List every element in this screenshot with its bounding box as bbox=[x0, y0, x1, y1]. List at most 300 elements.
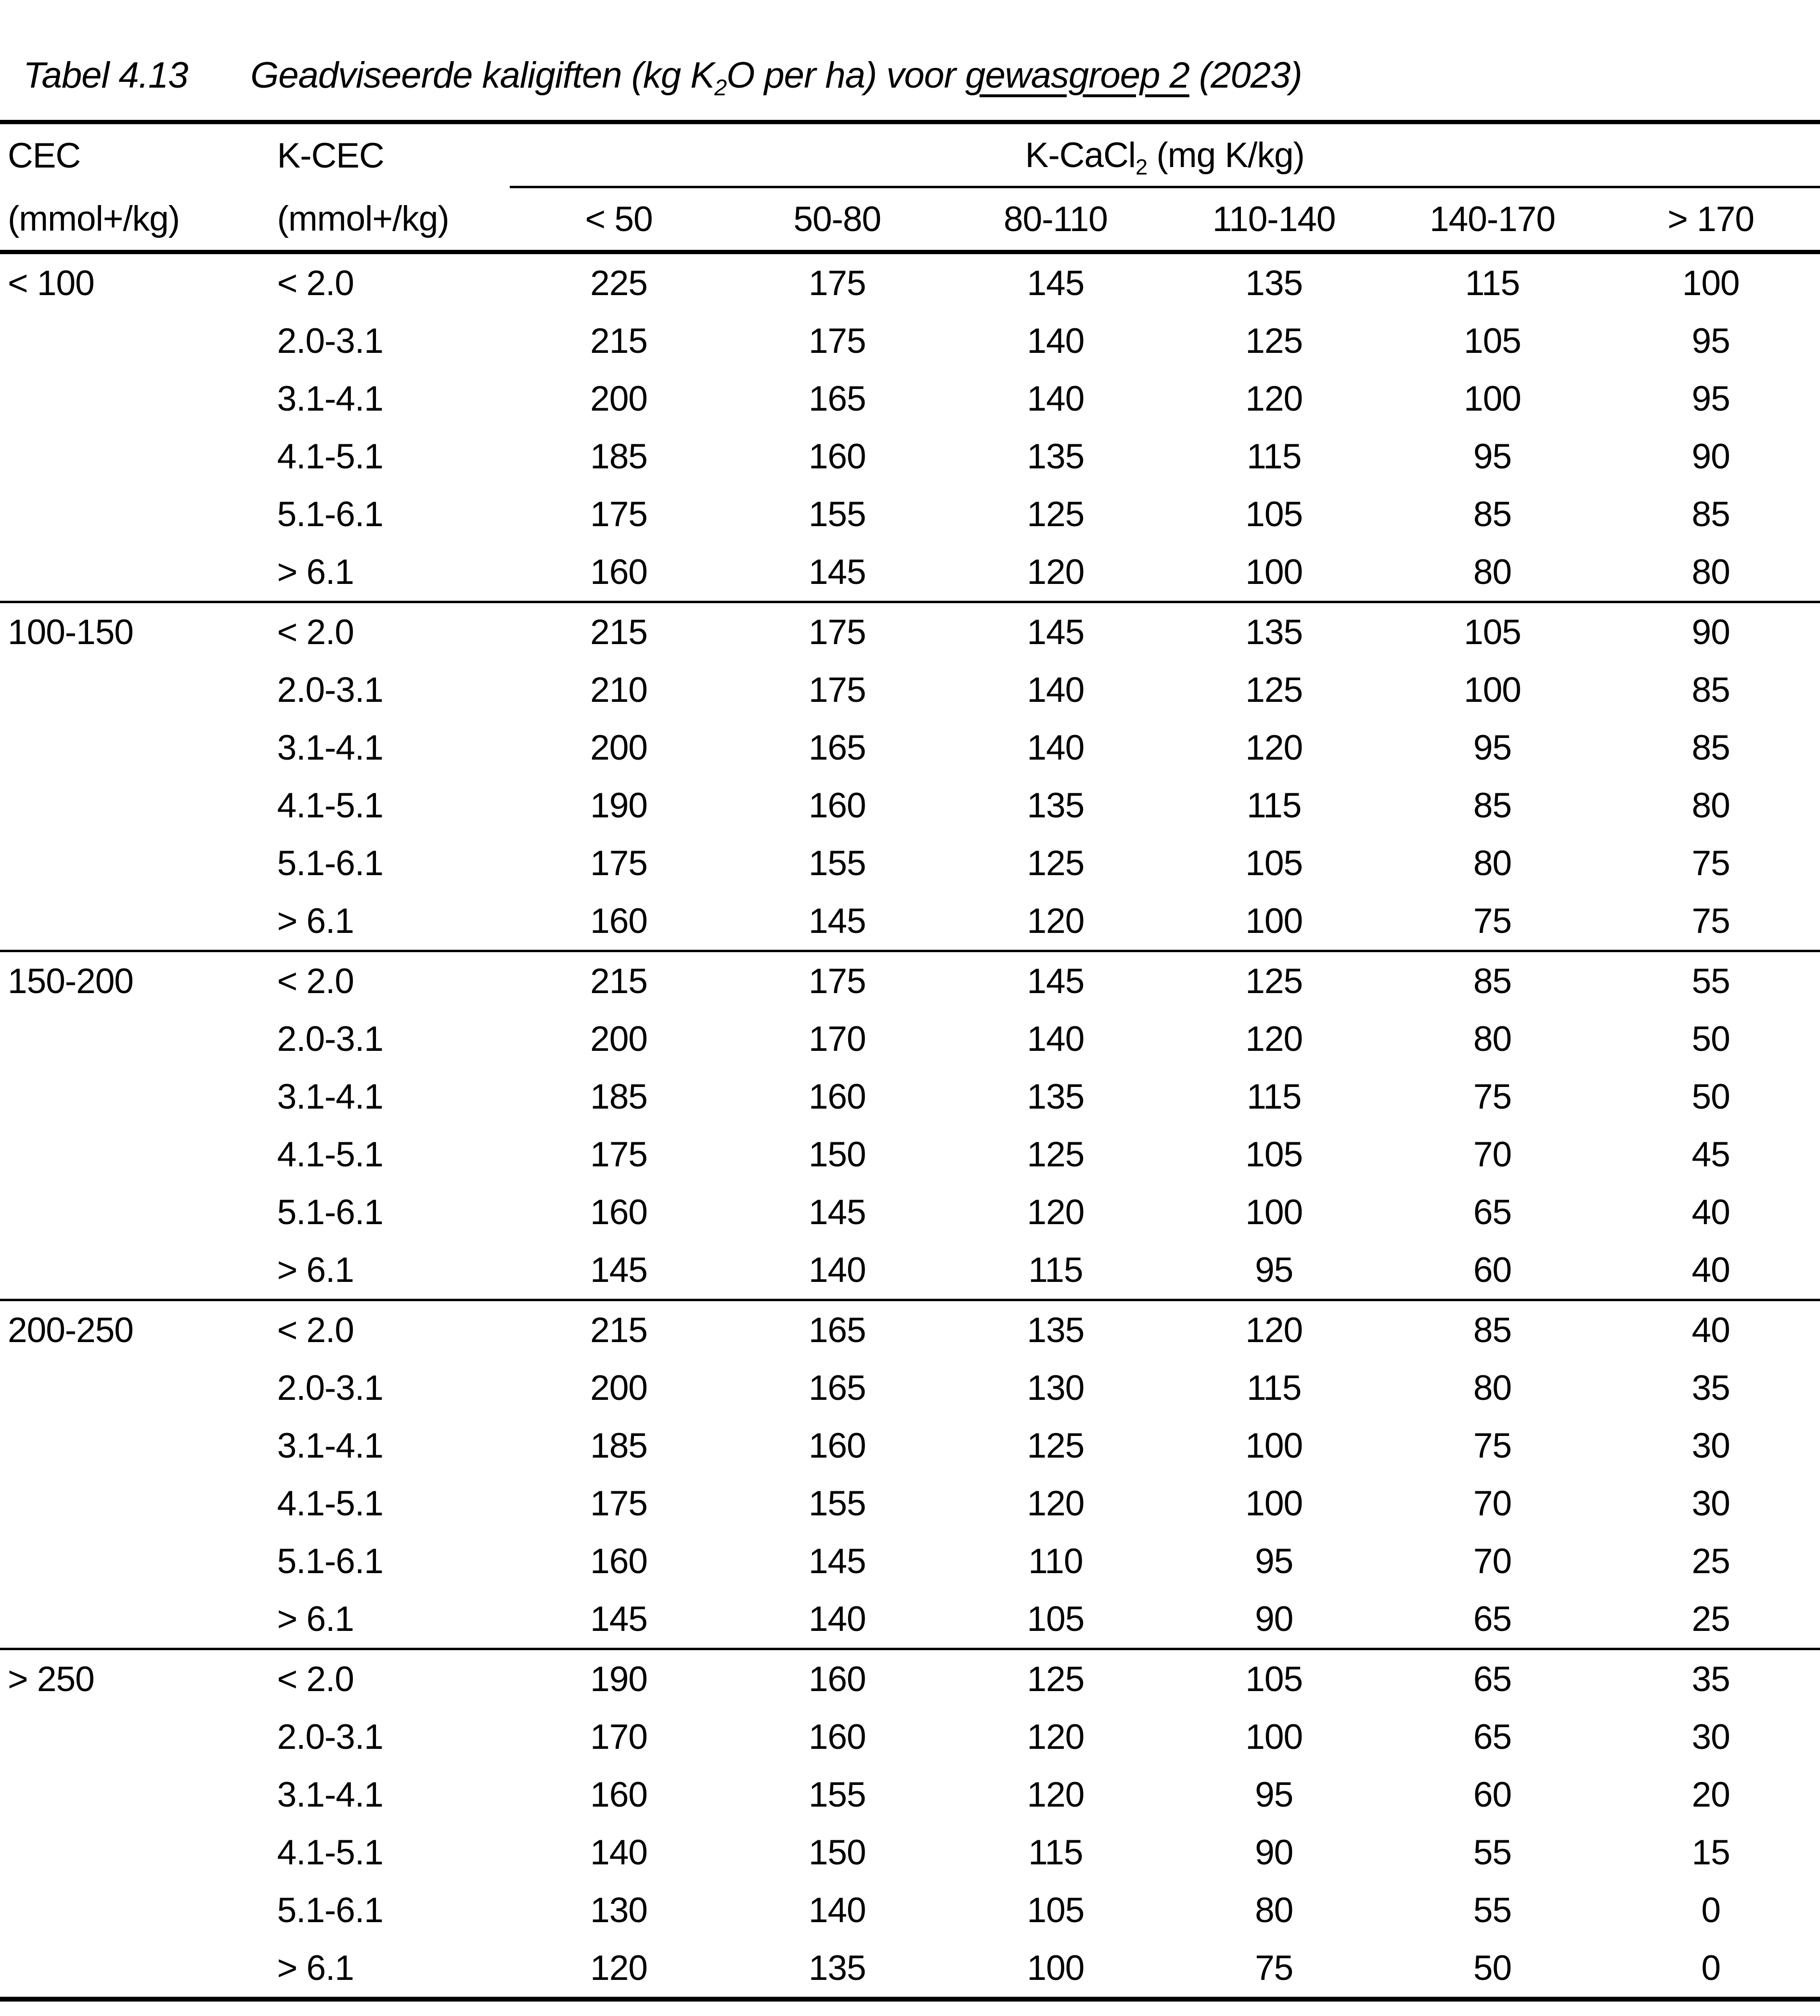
cec-cell-empty bbox=[0, 1766, 270, 1823]
value-cell: 100 bbox=[1245, 552, 1303, 592]
value-cell: 190 bbox=[590, 786, 647, 825]
value-cell: 95 bbox=[1255, 1775, 1293, 1814]
kcec-cell: 3.1-4.1 bbox=[277, 1077, 383, 1116]
value-cell: 95 bbox=[1473, 437, 1511, 476]
value-cell: 120 bbox=[1245, 379, 1303, 418]
value-cell: 200 bbox=[590, 728, 647, 767]
value-cell: 165 bbox=[808, 1368, 866, 1408]
value-cell: 115 bbox=[1465, 263, 1520, 303]
cec-cell-empty bbox=[0, 1183, 270, 1241]
value-cell: 0 bbox=[1701, 1890, 1720, 1930]
value-cell: 125 bbox=[1165, 951, 1383, 1010]
table-row bbox=[0, 719, 1820, 776]
cec-cell-empty bbox=[0, 370, 270, 427]
value-cell: 85 bbox=[1691, 494, 1730, 534]
value-cell: 125 bbox=[1245, 670, 1303, 710]
cec-group bbox=[0, 951, 1820, 1300]
value-cell: 115 bbox=[1028, 1250, 1083, 1290]
value-cell: 90 bbox=[1601, 602, 1820, 661]
kcec-cell: < 2.0 bbox=[270, 951, 510, 1010]
caption-text-part1: Geadviseerde kaligiften (kg K bbox=[250, 54, 714, 96]
value-cell: 210 bbox=[590, 670, 647, 710]
table-row bbox=[0, 1359, 1820, 1417]
value-cell: 120 bbox=[1027, 1775, 1084, 1814]
value-cell: 145 bbox=[590, 1599, 647, 1639]
value-cell: 175 bbox=[808, 263, 866, 303]
value-cell: 105 bbox=[1383, 602, 1602, 661]
value-cell: 215 bbox=[510, 602, 728, 661]
table-row bbox=[0, 427, 1820, 485]
kcacl2-unit: (mg K/kg) bbox=[1147, 135, 1304, 175]
value-cell: 100 bbox=[1245, 1484, 1303, 1523]
value-cell: 105 bbox=[1245, 494, 1303, 534]
value-cell: 140 bbox=[1027, 670, 1084, 710]
value-cell: 185 bbox=[590, 1077, 647, 1116]
value-cell: 85 bbox=[1473, 494, 1511, 534]
value-cell: 160 bbox=[590, 901, 647, 941]
value-cell: 175 bbox=[728, 951, 946, 1010]
cec-cell-empty bbox=[0, 1125, 270, 1183]
k2o-subscript: 2 bbox=[714, 74, 727, 100]
value-cell: 75 bbox=[1691, 901, 1730, 941]
table-row bbox=[0, 1417, 1820, 1474]
value-cell: 50 bbox=[1691, 1077, 1730, 1116]
kcec-cell: 4.1-5.1 bbox=[277, 437, 383, 476]
value-cell: 120 bbox=[1027, 552, 1084, 592]
value-cell: 100 bbox=[1245, 1717, 1303, 1757]
value-cell: 65 bbox=[1473, 1599, 1511, 1639]
value-cell: 80 bbox=[1473, 1368, 1511, 1408]
cec-cell-empty bbox=[0, 427, 270, 485]
cec-group bbox=[0, 602, 1820, 951]
value-cell: 105 bbox=[1027, 1890, 1084, 1930]
kcec-cell: 2.0-3.1 bbox=[277, 1019, 383, 1059]
kcec-cell: > 6.1 bbox=[277, 552, 354, 592]
cec-cell: 100-150 bbox=[0, 602, 270, 661]
value-cell: 115 bbox=[1246, 786, 1302, 825]
advice-table bbox=[0, 120, 1820, 2002]
value-cell: 140 bbox=[1027, 321, 1084, 361]
value-cell: 175 bbox=[728, 602, 946, 661]
value-cell: 225 bbox=[590, 263, 647, 303]
value-cell: 105 bbox=[1245, 843, 1303, 883]
value-cell: 15 bbox=[1691, 1833, 1730, 1872]
cec-cell-empty bbox=[0, 719, 270, 776]
table-row bbox=[0, 312, 1820, 370]
cec-cell-empty bbox=[0, 1359, 270, 1417]
value-cell: 160 bbox=[808, 1717, 866, 1757]
header-row-2 bbox=[0, 187, 1820, 252]
kcec-cell: 4.1-5.1 bbox=[277, 1484, 383, 1523]
value-cell: 75 bbox=[1473, 901, 1511, 941]
value-cell: 145 bbox=[946, 602, 1165, 661]
value-cell: 95 bbox=[1255, 1250, 1293, 1290]
cec-cell-empty bbox=[0, 661, 270, 719]
value-cell: 95 bbox=[1691, 379, 1730, 418]
value-cell: 175 bbox=[808, 670, 866, 710]
value-cell: 190 bbox=[510, 1649, 728, 1708]
cec-cell-empty bbox=[0, 892, 270, 951]
kcec-cell: < 2.0 bbox=[270, 1300, 510, 1359]
table-row bbox=[0, 776, 1820, 834]
value-cell: 120 bbox=[1027, 1192, 1084, 1232]
range-header-lt50: < 50 bbox=[510, 187, 728, 252]
value-cell: 135 bbox=[1027, 786, 1084, 825]
header-row-1 bbox=[0, 122, 1820, 187]
cec-cell: < 100 bbox=[8, 263, 94, 303]
table-row bbox=[0, 1125, 1820, 1183]
table-row bbox=[0, 1708, 1820, 1766]
table-row bbox=[0, 1010, 1820, 1068]
value-cell: 75 bbox=[1691, 843, 1730, 883]
range-header-gt170: > 170 bbox=[1601, 187, 1820, 252]
value-cell: 65 bbox=[1473, 1192, 1511, 1232]
kcec-cell: 2.0-3.1 bbox=[277, 670, 383, 710]
value-cell: 160 bbox=[590, 1541, 647, 1581]
value-cell: 100 bbox=[1245, 1192, 1303, 1232]
value-cell: 115 bbox=[1246, 1077, 1302, 1116]
kcec-header: K-CEC bbox=[277, 136, 384, 176]
cec-cell-empty bbox=[0, 1241, 270, 1300]
value-cell: 65 bbox=[1473, 1717, 1511, 1757]
value-cell: 145 bbox=[808, 1192, 866, 1232]
cec-cell-empty bbox=[0, 1068, 270, 1125]
value-cell: 140 bbox=[590, 1833, 647, 1872]
value-cell: 105 bbox=[1027, 1599, 1084, 1639]
table-row bbox=[0, 1590, 1820, 1649]
kcec-cell: < 2.0 bbox=[270, 602, 510, 661]
value-cell: 160 bbox=[808, 1426, 866, 1465]
kcec-cell: 5.1-6.1 bbox=[277, 1541, 383, 1581]
kcec-cell: 5.1-6.1 bbox=[277, 1192, 383, 1232]
value-cell: 130 bbox=[590, 1890, 647, 1930]
value-cell: 25 bbox=[1691, 1541, 1730, 1581]
kcec-cell: 3.1-4.1 bbox=[277, 1426, 383, 1465]
kcec-cell: 4.1-5.1 bbox=[277, 1833, 383, 1872]
value-cell: 105 bbox=[1463, 321, 1521, 361]
value-cell: 120 bbox=[1245, 1019, 1303, 1059]
value-cell: 90 bbox=[1255, 1599, 1293, 1639]
table-row bbox=[0, 951, 1820, 1010]
value-cell: 55 bbox=[1473, 1890, 1511, 1930]
table-row bbox=[0, 1939, 1820, 1999]
kcec-cell: > 6.1 bbox=[277, 901, 354, 941]
kcec-cell: < 2.0 bbox=[270, 1649, 510, 1708]
value-cell: 70 bbox=[1473, 1541, 1511, 1581]
value-cell: 150 bbox=[808, 1135, 866, 1174]
table-row bbox=[0, 1300, 1820, 1359]
table-row bbox=[0, 834, 1820, 892]
value-cell: 165 bbox=[808, 379, 866, 418]
value-cell: 200 bbox=[590, 1019, 647, 1059]
value-cell: 160 bbox=[808, 437, 866, 476]
kcacl2-subscript: 2 bbox=[1136, 155, 1148, 180]
value-cell: 85 bbox=[1691, 728, 1730, 767]
value-cell: 50 bbox=[1691, 1019, 1730, 1059]
value-cell: 135 bbox=[1165, 602, 1383, 661]
value-cell: 40 bbox=[1691, 1250, 1730, 1290]
value-cell: 75 bbox=[1255, 1948, 1293, 1988]
value-cell: 105 bbox=[1165, 1649, 1383, 1708]
value-cell: 95 bbox=[1691, 321, 1730, 361]
value-cell: 55 bbox=[1601, 951, 1820, 1010]
range-header-80-110: 80-110 bbox=[946, 187, 1165, 252]
value-cell: 170 bbox=[808, 1019, 866, 1059]
value-cell: 160 bbox=[808, 1077, 866, 1116]
value-cell: 120 bbox=[1245, 728, 1303, 767]
value-cell: 85 bbox=[1691, 670, 1730, 710]
cec-cell-empty bbox=[0, 1823, 270, 1881]
table-row bbox=[0, 1068, 1820, 1125]
kcec-cell: > 6.1 bbox=[277, 1599, 354, 1639]
value-cell: 175 bbox=[590, 1135, 647, 1174]
value-cell: 160 bbox=[728, 1649, 946, 1708]
value-cell: 160 bbox=[590, 1192, 647, 1232]
value-cell: 175 bbox=[590, 1484, 647, 1523]
value-cell: 200 bbox=[590, 1368, 647, 1408]
kcec-cell: 5.1-6.1 bbox=[277, 1890, 383, 1930]
value-cell: 90 bbox=[1255, 1833, 1293, 1872]
table-row bbox=[0, 543, 1820, 602]
cec-cell-empty bbox=[0, 1939, 270, 1999]
value-cell: 115 bbox=[1246, 1368, 1302, 1408]
value-cell: 100 bbox=[1463, 379, 1521, 418]
table-row bbox=[0, 1649, 1820, 1708]
kcacl2-label: K-CaCl bbox=[1025, 135, 1136, 175]
cec-cell: 200-250 bbox=[0, 1300, 270, 1359]
value-cell: 135 bbox=[1245, 263, 1303, 303]
value-cell: 135 bbox=[1027, 1077, 1084, 1116]
table-row bbox=[0, 485, 1820, 543]
kcacl2-group-header bbox=[510, 122, 1820, 187]
value-cell: 120 bbox=[1027, 1717, 1084, 1757]
table-row bbox=[0, 252, 1820, 312]
value-cell: 75 bbox=[1473, 1426, 1511, 1465]
value-cell: 100 bbox=[1463, 670, 1521, 710]
value-cell: 100 bbox=[1245, 1426, 1303, 1465]
value-cell: 120 bbox=[1165, 1300, 1383, 1359]
table-row bbox=[0, 602, 1820, 661]
table-row bbox=[0, 1532, 1820, 1590]
value-cell: 165 bbox=[728, 1300, 946, 1359]
kcec-cell: 2.0-3.1 bbox=[277, 1368, 383, 1408]
value-cell: 60 bbox=[1473, 1250, 1511, 1290]
kcec-cell: 5.1-6.1 bbox=[277, 494, 383, 534]
cec-cell: > 250 bbox=[0, 1649, 270, 1708]
cec-cell-empty bbox=[0, 1532, 270, 1590]
value-cell: 125 bbox=[1245, 321, 1303, 361]
value-cell: 65 bbox=[1383, 1649, 1602, 1708]
value-cell: 40 bbox=[1691, 1192, 1730, 1232]
cec-cell: 150-200 bbox=[0, 951, 270, 1010]
value-cell: 140 bbox=[808, 1890, 866, 1930]
value-cell: 125 bbox=[1027, 1135, 1084, 1174]
value-cell: 140 bbox=[1027, 728, 1084, 767]
value-cell: 80 bbox=[1473, 552, 1511, 592]
value-cell: 160 bbox=[590, 1775, 647, 1814]
value-cell: 215 bbox=[590, 321, 647, 361]
value-cell: 185 bbox=[590, 1426, 647, 1465]
value-cell: 175 bbox=[590, 843, 647, 883]
value-cell: 60 bbox=[1473, 1775, 1511, 1814]
value-cell: 25 bbox=[1691, 1599, 1730, 1639]
table-header bbox=[0, 122, 1820, 252]
cec-cell-empty bbox=[0, 1474, 270, 1532]
value-cell: 125 bbox=[1027, 1426, 1084, 1465]
value-cell: 155 bbox=[808, 843, 866, 883]
cec-group bbox=[0, 252, 1820, 602]
cec-unit-header: (mmol+/kg) bbox=[0, 187, 270, 252]
kcec-cell: 2.0-3.1 bbox=[277, 1717, 383, 1757]
caption-text-part2: O per ha) voor bbox=[726, 54, 966, 96]
value-cell: 150 bbox=[808, 1833, 866, 1872]
table-number: Tabel 4.13 bbox=[23, 54, 188, 96]
value-cell: 140 bbox=[808, 1599, 866, 1639]
cec-cell-empty bbox=[0, 312, 270, 370]
value-cell: 90 bbox=[1691, 437, 1730, 476]
value-cell: 80 bbox=[1255, 1890, 1293, 1930]
cec-group bbox=[0, 1300, 1820, 1649]
value-cell: 100 bbox=[1027, 1948, 1084, 1988]
table-row bbox=[0, 370, 1820, 427]
range-header-140-170: 140-170 bbox=[1383, 187, 1602, 252]
cec-cell-empty bbox=[0, 1590, 270, 1649]
value-cell: 125 bbox=[946, 1649, 1165, 1708]
cec-header: CEC bbox=[8, 136, 81, 176]
value-cell: 100 bbox=[1682, 263, 1740, 303]
value-cell: 115 bbox=[1028, 1833, 1083, 1872]
value-cell: 170 bbox=[590, 1717, 647, 1757]
value-cell: 145 bbox=[1027, 263, 1084, 303]
value-cell: 75 bbox=[1473, 1077, 1511, 1116]
table-row bbox=[0, 1241, 1820, 1300]
cec-cell-empty bbox=[0, 834, 270, 892]
value-cell: 160 bbox=[808, 786, 866, 825]
value-cell: 95 bbox=[1473, 728, 1511, 767]
range-header-50-80: 50-80 bbox=[728, 187, 946, 252]
value-cell: 155 bbox=[808, 1775, 866, 1814]
kcec-cell: > 6.1 bbox=[277, 1250, 354, 1290]
value-cell: 85 bbox=[1383, 1300, 1602, 1359]
value-cell: 155 bbox=[808, 494, 866, 534]
value-cell: 30 bbox=[1691, 1484, 1730, 1523]
value-cell: 55 bbox=[1473, 1833, 1511, 1872]
value-cell: 200 bbox=[590, 379, 647, 418]
value-cell: 125 bbox=[1027, 494, 1084, 534]
value-cell: 30 bbox=[1691, 1426, 1730, 1465]
cec-cell-empty bbox=[0, 1010, 270, 1068]
table-row bbox=[0, 1766, 1820, 1823]
caption-text-part3: (2023) bbox=[1189, 54, 1302, 96]
cec-cell-empty bbox=[0, 1417, 270, 1474]
value-cell: 35 bbox=[1601, 1649, 1820, 1708]
value-cell: 125 bbox=[1027, 843, 1084, 883]
cec-cell-empty bbox=[0, 543, 270, 602]
value-cell: 85 bbox=[1383, 951, 1602, 1010]
value-cell: 120 bbox=[1027, 1484, 1084, 1523]
value-cell: 120 bbox=[590, 1948, 647, 1988]
range-header-110-140: 110-140 bbox=[1165, 187, 1383, 252]
value-cell: 145 bbox=[590, 1250, 647, 1290]
value-cell: 145 bbox=[808, 1541, 866, 1581]
caption-gewasgroep: gewasgroep 2 bbox=[965, 54, 1189, 96]
value-cell: 80 bbox=[1473, 1019, 1511, 1059]
value-cell: 175 bbox=[808, 321, 866, 361]
value-cell: 35 bbox=[1691, 1368, 1730, 1408]
value-cell: 80 bbox=[1691, 552, 1730, 592]
value-cell: 145 bbox=[808, 552, 866, 592]
value-cell: 160 bbox=[590, 552, 647, 592]
kcec-cell: 5.1-6.1 bbox=[277, 843, 383, 883]
value-cell: 155 bbox=[808, 1484, 866, 1523]
value-cell: 130 bbox=[1027, 1368, 1084, 1408]
table-caption bbox=[0, 0, 1820, 120]
value-cell: 140 bbox=[1027, 379, 1084, 418]
kcec-cell: 3.1-4.1 bbox=[277, 1775, 383, 1814]
value-cell: 70 bbox=[1473, 1135, 1511, 1174]
value-cell: 145 bbox=[808, 901, 866, 941]
value-cell: 140 bbox=[1027, 1019, 1084, 1059]
table-row bbox=[0, 1881, 1820, 1939]
value-cell: 0 bbox=[1701, 1948, 1720, 1988]
value-cell: 110 bbox=[1028, 1541, 1083, 1581]
value-cell: 115 bbox=[1246, 437, 1302, 476]
cec-cell-empty bbox=[0, 776, 270, 834]
table-row bbox=[0, 892, 1820, 951]
value-cell: 100 bbox=[1245, 901, 1303, 941]
cec-cell-empty bbox=[0, 485, 270, 543]
kcec-cell: 4.1-5.1 bbox=[277, 786, 383, 825]
value-cell: 120 bbox=[1027, 901, 1084, 941]
value-cell: 175 bbox=[590, 494, 647, 534]
cec-cell-empty bbox=[0, 1881, 270, 1939]
value-cell: 95 bbox=[1255, 1541, 1293, 1581]
value-cell: 215 bbox=[510, 951, 728, 1010]
value-cell: 70 bbox=[1473, 1484, 1511, 1523]
table-row bbox=[0, 1474, 1820, 1532]
value-cell: 135 bbox=[946, 1300, 1165, 1359]
value-cell: 135 bbox=[1027, 437, 1084, 476]
value-cell: 50 bbox=[1473, 1948, 1511, 1988]
value-cell: 45 bbox=[1691, 1135, 1730, 1174]
cec-group bbox=[0, 1649, 1820, 2000]
kcec-cell: 3.1-4.1 bbox=[277, 728, 383, 767]
kcec-cell: 2.0-3.1 bbox=[277, 321, 383, 361]
value-cell: 20 bbox=[1691, 1775, 1730, 1814]
value-cell: 40 bbox=[1601, 1300, 1820, 1359]
value-cell: 80 bbox=[1691, 786, 1730, 825]
value-cell: 140 bbox=[808, 1250, 866, 1290]
value-cell: 30 bbox=[1691, 1717, 1730, 1757]
value-cell: 215 bbox=[510, 1300, 728, 1359]
value-cell: 135 bbox=[808, 1948, 866, 1988]
value-cell: 185 bbox=[590, 437, 647, 476]
kcec-cell: 4.1-5.1 bbox=[277, 1135, 383, 1174]
kcec-cell: 3.1-4.1 bbox=[277, 379, 383, 418]
kcec-unit-header: (mmol+/kg) bbox=[270, 187, 510, 252]
value-cell: 105 bbox=[1245, 1135, 1303, 1174]
table-row bbox=[0, 1183, 1820, 1241]
kcec-cell: > 6.1 bbox=[277, 1948, 354, 1988]
table-row bbox=[0, 661, 1820, 719]
cec-cell-empty bbox=[0, 1708, 270, 1766]
value-cell: 145 bbox=[946, 951, 1165, 1010]
value-cell: 85 bbox=[1473, 786, 1511, 825]
table-row bbox=[0, 1823, 1820, 1881]
value-cell: 80 bbox=[1473, 843, 1511, 883]
value-cell: 165 bbox=[808, 728, 866, 767]
kcec-cell: < 2.0 bbox=[277, 263, 354, 303]
